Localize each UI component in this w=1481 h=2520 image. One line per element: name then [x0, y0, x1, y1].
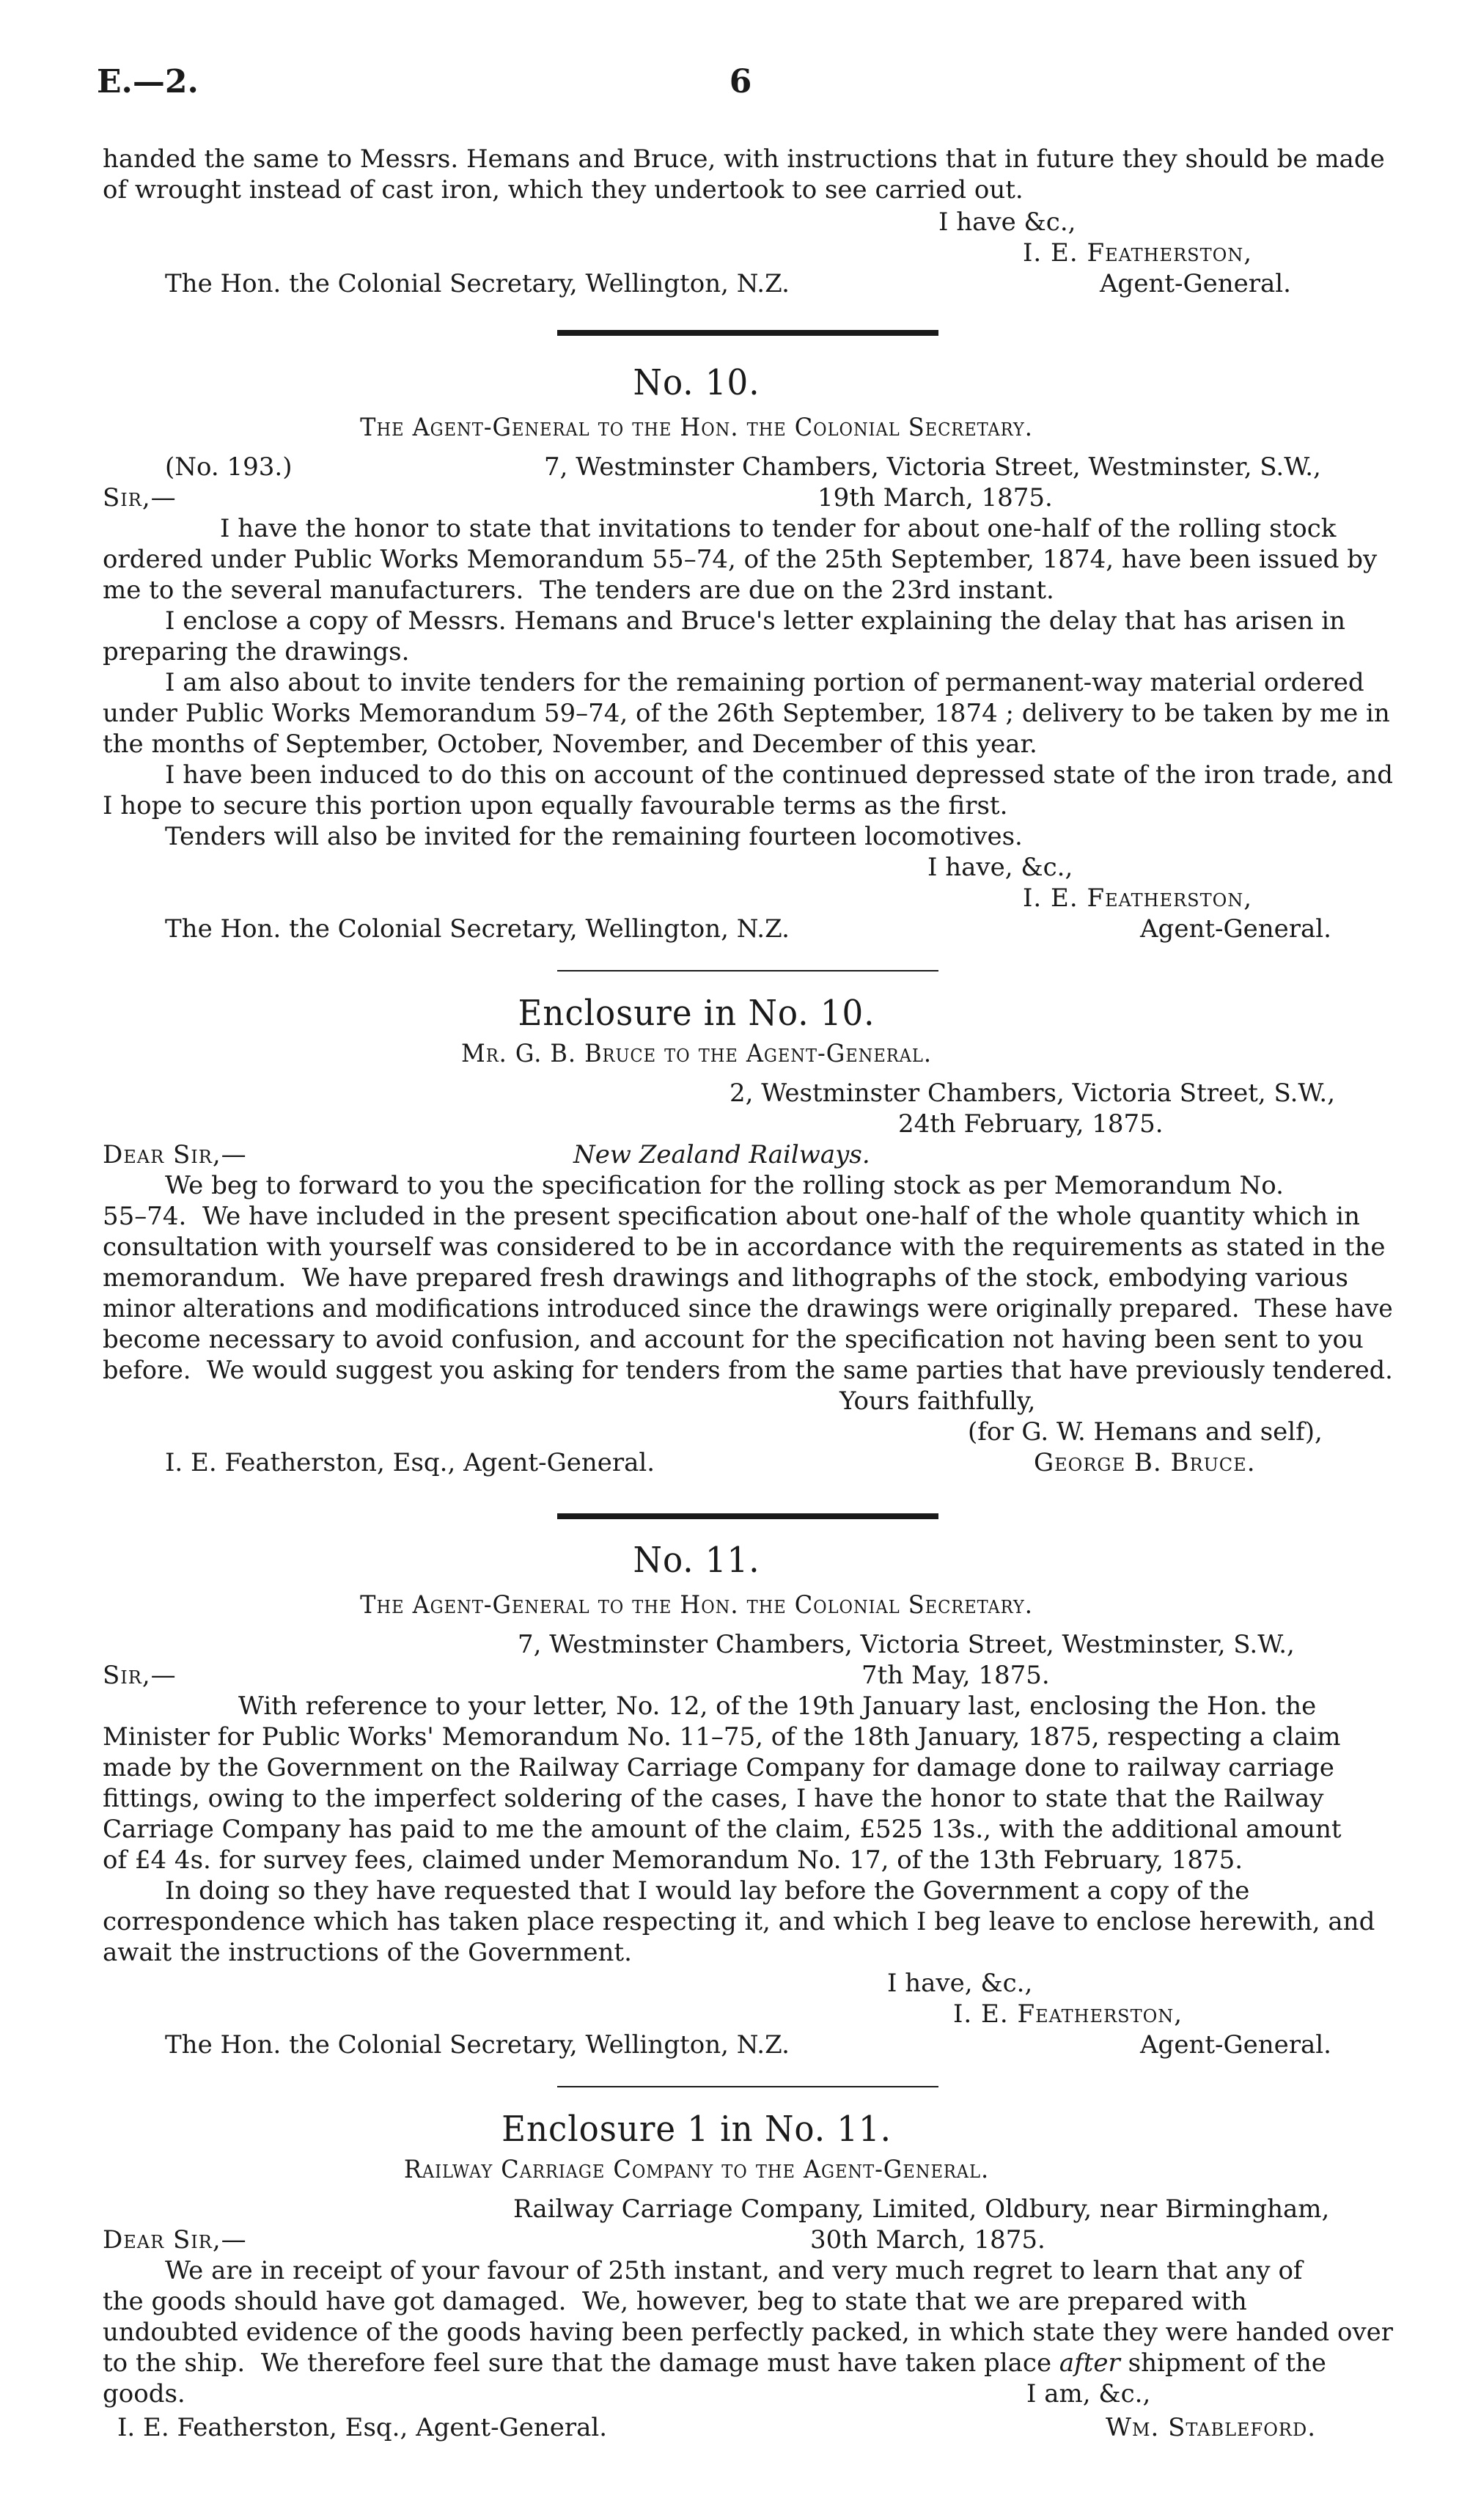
body-line: Minister for Public Works' Memorandum No. 11–75, of the 18th January, 1875, respecting a claim	[103, 1722, 1341, 1752]
emphasis-text: after	[1059, 2348, 1120, 2378]
signer: George B. Bruce.	[1034, 1448, 1256, 1477]
from-to-line: Railway Carriage Company to the Agent-General.	[403, 2155, 990, 2184]
body-line: minor alterations and modifications introduced since the drawings were originally prepared. These have	[103, 1294, 1393, 1323]
body-line: made by the Government on the Railway Carriage Company for damage done to railway carriage	[103, 1753, 1334, 1782]
body-line: the goods should have got damaged. We, however, beg to state that we are prepared with	[103, 2287, 1247, 2316]
body-line: I am also about to invite tenders for the remaining portion of permanent-way material ordered	[165, 668, 1364, 697]
body-line: Carriage Company has paid to me the amount of the claim, £525 13s., with the additional amount	[103, 1815, 1342, 1844]
letter-date: 24th February, 1875.	[898, 1109, 1164, 1139]
reference-number: (No. 193.)	[165, 452, 293, 482]
letter-date: 30th March, 1875.	[810, 2225, 1045, 2255]
section-heading: Enclosure in No. 10.	[518, 993, 875, 1034]
addressee: I. E. Featherston, Esq., Agent-General.	[117, 2413, 608, 2442]
sender-address: 2, Westminster Chambers, Victoria Street, S.W.,	[730, 1079, 1336, 1108]
body-line: With reference to your letter, No. 12, of the 19th January last, enclosing the Hon. the	[238, 1691, 1317, 1721]
body-line: Tenders will also be invited for the remaining fourteen locomotives.	[165, 822, 1023, 851]
body-line: become necessary to avoid confusion, and account for the specification not having been sent to you	[103, 1325, 1364, 1354]
closing: I have, &c.,	[927, 853, 1073, 882]
body-line: await the instructions of the Government.	[103, 1938, 632, 1967]
sender-address: Railway Carriage Company, Limited, Oldbury, near Birmingham,	[513, 2194, 1330, 2224]
body-line: In doing so they have requested that I would lay before the Government a copy of the	[165, 1876, 1250, 1906]
section-heading: No. 11.	[633, 1540, 760, 1581]
body-line-end: shipment of the	[1128, 2348, 1326, 2378]
from-to-line: The Agent-General to the Hon. the Colonial Secretary.	[360, 1590, 1033, 1620]
section-rule	[557, 330, 938, 336]
salutation: Sir,—	[103, 1661, 177, 1690]
body-line: of £4 4s. for survey fees, claimed under Memorandum No. 17, of the 13th February, 1875.	[103, 1845, 1243, 1875]
salutation: Dear Sir,—	[103, 1140, 247, 1169]
addressee: I. E. Featherston, Esq., Agent-General.	[165, 1448, 655, 1477]
body-line: before. We would suggest you asking for tenders from the same parties that have previously tendered.	[103, 1356, 1393, 1385]
section-heading: No. 10.	[633, 362, 760, 403]
sender-address: 7, Westminster Chambers, Victoria Street, Westminster, S.W.,	[544, 452, 1321, 482]
from-to-line: The Agent-General to the Hon. the Colonial Secretary.	[360, 413, 1033, 442]
letter-date: 19th March, 1875.	[817, 483, 1053, 513]
page-number: 6	[729, 63, 752, 100]
body-line: handed the same to Messrs. Hemans and Bruce, with instructions that in future they should be made	[103, 144, 1385, 174]
body-line: ordered under Public Works Memorandum 55–74, of the 25th September, 1874, have been issued by	[103, 545, 1378, 574]
from-to-line: Mr. G. B. Bruce to the Agent-General.	[461, 1039, 932, 1068]
body-line: under Public Works Memorandum 59–74, of the 26th September, 1874 ; delivery to be taken by me in	[103, 699, 1390, 728]
sender-address: 7, Westminster Chambers, Victoria Street, Westminster, S.W.,	[518, 1630, 1295, 1659]
salutation: Dear Sir,—	[103, 2225, 247, 2255]
body-line	[103, 2348, 1326, 2378]
body-line: fittings, owing to the imperfect soldering of the cases, I have the honor to state that the Railway	[103, 1784, 1324, 1813]
body-line: We beg to forward to you the specification for the rolling stock as per Memorandum No.	[165, 1171, 1284, 1200]
section-rule	[557, 2086, 938, 2087]
section-rule	[557, 1513, 938, 1519]
signer-title: Agent-General.	[1140, 914, 1331, 944]
body-line: I hope to secure this portion upon equally favourable terms as the first.	[103, 791, 1008, 820]
body-line: preparing the drawings.	[103, 637, 410, 666]
body-line: correspondence which has taken place respecting it, and which I beg leave to enclose herewith, and	[103, 1907, 1375, 1936]
section-rule	[557, 970, 938, 971]
document-reference: E.—2.	[97, 63, 199, 100]
section-heading: Enclosure 1 in No. 11.	[501, 2109, 892, 2150]
closing: I have &c.,	[938, 207, 1076, 237]
salutation: Sir,—	[103, 483, 177, 513]
closing-note: (for G. W. Hemans and self),	[968, 1417, 1323, 1447]
body-line: I have been induced to do this on account of the continued depressed state of the iron trade, and	[165, 760, 1394, 790]
signer-title: Agent-General.	[1100, 269, 1291, 298]
body-line: 55–74. We have included in the present specification about one-half of the whole quantity which in	[103, 1202, 1360, 1231]
body-line: memorandum. We have prepared fresh drawings and lithographs of the stock, embodying various	[103, 1263, 1348, 1293]
signer-title: Agent-General.	[1140, 2030, 1331, 2060]
body-line: I enclose a copy of Messrs. Hemans and Bruce's letter explaining the delay that has arisen in	[165, 606, 1346, 636]
body-line: We are in receipt of your favour of 25th instant, and very much regret to learn that any of	[165, 2256, 1303, 2285]
body-line: I have the honor to state that invitations to tender for about one-half of the rolling stock	[220, 514, 1337, 543]
subject-line: New Zealand Railways.	[573, 1140, 870, 1169]
body-line: of wrought instead of cast iron, which they undertook to see carried out.	[103, 175, 1024, 205]
body-line: goods.	[103, 2379, 185, 2409]
body-line: the months of September, October, November, and December of this year.	[103, 730, 1037, 759]
body-line: undoubted evidence of the goods having been perfectly packed, in which state they were handed over	[103, 2318, 1393, 2347]
letter-date: 7th May, 1875.	[861, 1661, 1050, 1690]
body-line-text: to the ship. We therefore feel sure that the damage must have taken place	[103, 2348, 1052, 2378]
addressee: The Hon. the Colonial Secretary, Wellington, N.Z.	[165, 2030, 790, 2060]
signer: Wm. Stableford.	[1106, 2413, 1316, 2442]
signer: I. E. Featherston,	[1023, 238, 1253, 268]
closing: I am, &c.,	[1026, 2379, 1151, 2409]
closing: I have, &c.,	[887, 1969, 1033, 1998]
closing: Yours faithfully,	[839, 1386, 1036, 1416]
addressee: The Hon. the Colonial Secretary, Wellington, N.Z.	[165, 914, 790, 944]
body-line: me to the several manufacturers. The tenders are due on the 23rd instant.	[103, 576, 1054, 605]
addressee: The Hon. the Colonial Secretary, Wellington, N.Z.	[165, 269, 790, 298]
signer: I. E. Featherston,	[1023, 884, 1253, 913]
signer: I. E. Featherston,	[953, 1999, 1183, 2029]
body-line: consultation with yourself was considered to be in accordance with the requirements as stated in the	[103, 1233, 1386, 1262]
